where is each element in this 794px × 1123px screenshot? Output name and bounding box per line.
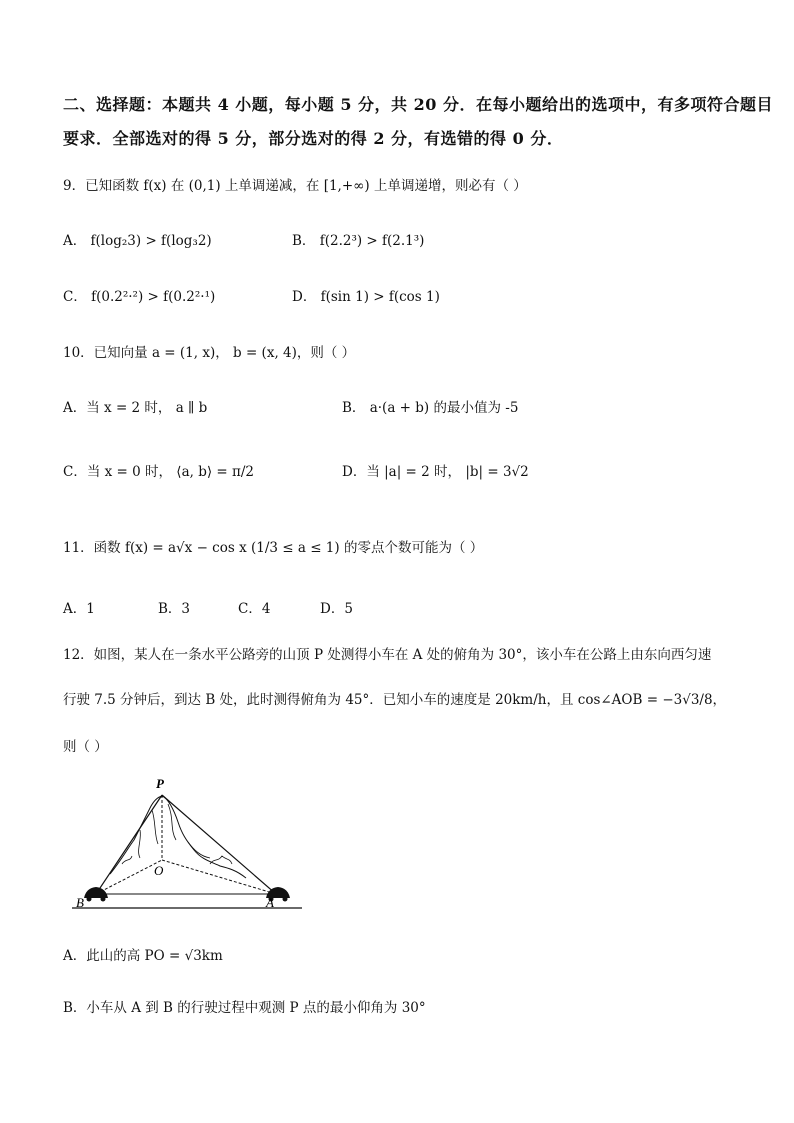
label-o: O	[154, 863, 164, 878]
section-title-line2: 要求．全部选对的得 5 分，部分选对的得 2 分，有选错的得 0 分．	[63, 129, 564, 148]
section-title-line1: 二、选择题：本题共 4 小题，每小题 5 分，共 20 分．在每小题给出的选项中，有多项符合题目	[63, 95, 773, 114]
q9-option-c: C． f(0.2²·²) > f(0.2²·¹)	[63, 289, 216, 305]
q10-option-d: D．当 |a| = 2 时， |b| = 3√2	[342, 464, 529, 480]
line-pb	[96, 795, 162, 894]
q11-option-a: A．1	[63, 601, 95, 617]
q12-line1: 12．如图，某人在一条水平公路旁的山顶 P 处测得小车在 A 处的俯角为 30°，该小车在公路上由东向西匀速	[63, 647, 712, 663]
q12-option-b: B．小车从 A 到 B 的行驶过程中观测 P 点的最小仰角为 30°	[63, 1000, 426, 1016]
car-b-icon	[84, 887, 108, 902]
q10-option-a: A．当 x = 2 时， a ∥ b	[63, 400, 208, 416]
line-pa	[162, 795, 276, 894]
q9-stem: 9．已知函数 f(x) 在 (0,1) 上单调递减，在 [1,+∞) 上单调递增，则必有（ ）	[63, 178, 527, 194]
q10-option-c: C．当 x = 0 时， ⟨a, b⟩ = π/2	[63, 464, 255, 480]
q11-option-c: C．4	[238, 601, 271, 617]
q12-option-a: A．此山的高 PO = √3km	[63, 948, 223, 964]
q11-stem: 11．函数 f(x) = a√x − cos x (1/3 ≤ a ≤ 1) 的零点个数可能为（ ）	[63, 540, 484, 556]
q11-option-d: D．5	[320, 601, 353, 617]
mountain-figure	[70, 770, 310, 915]
label-b: B	[76, 895, 84, 910]
q10-option-b: B． a·(a + b) 的最小值为 -5	[342, 400, 519, 416]
q11-option-b: B．3	[158, 601, 191, 617]
q9-option-a: A． f(log₂3) > f(log₃2)	[63, 233, 212, 249]
q10-stem: 10．已知向量 a = (1, x)， b = (x, 4)，则（ ）	[63, 345, 356, 361]
label-p: P	[156, 776, 164, 791]
line-bo	[96, 860, 162, 894]
q12-line2: 行驶 7.5 分钟后，到达 B 处，此时测得俯角为 45°．已知小车的速度是 20km/h，且 cos∠AOB = −3√3/8，	[63, 692, 727, 708]
q12-line3: 则（ ）	[63, 739, 108, 755]
q9-option-b: B． f(2.2³) > f(2.1³)	[292, 233, 425, 249]
label-a: A	[266, 895, 274, 910]
q9-option-d: D． f(sin 1) > f(cos 1)	[292, 289, 440, 305]
mountain-detail	[122, 856, 232, 864]
